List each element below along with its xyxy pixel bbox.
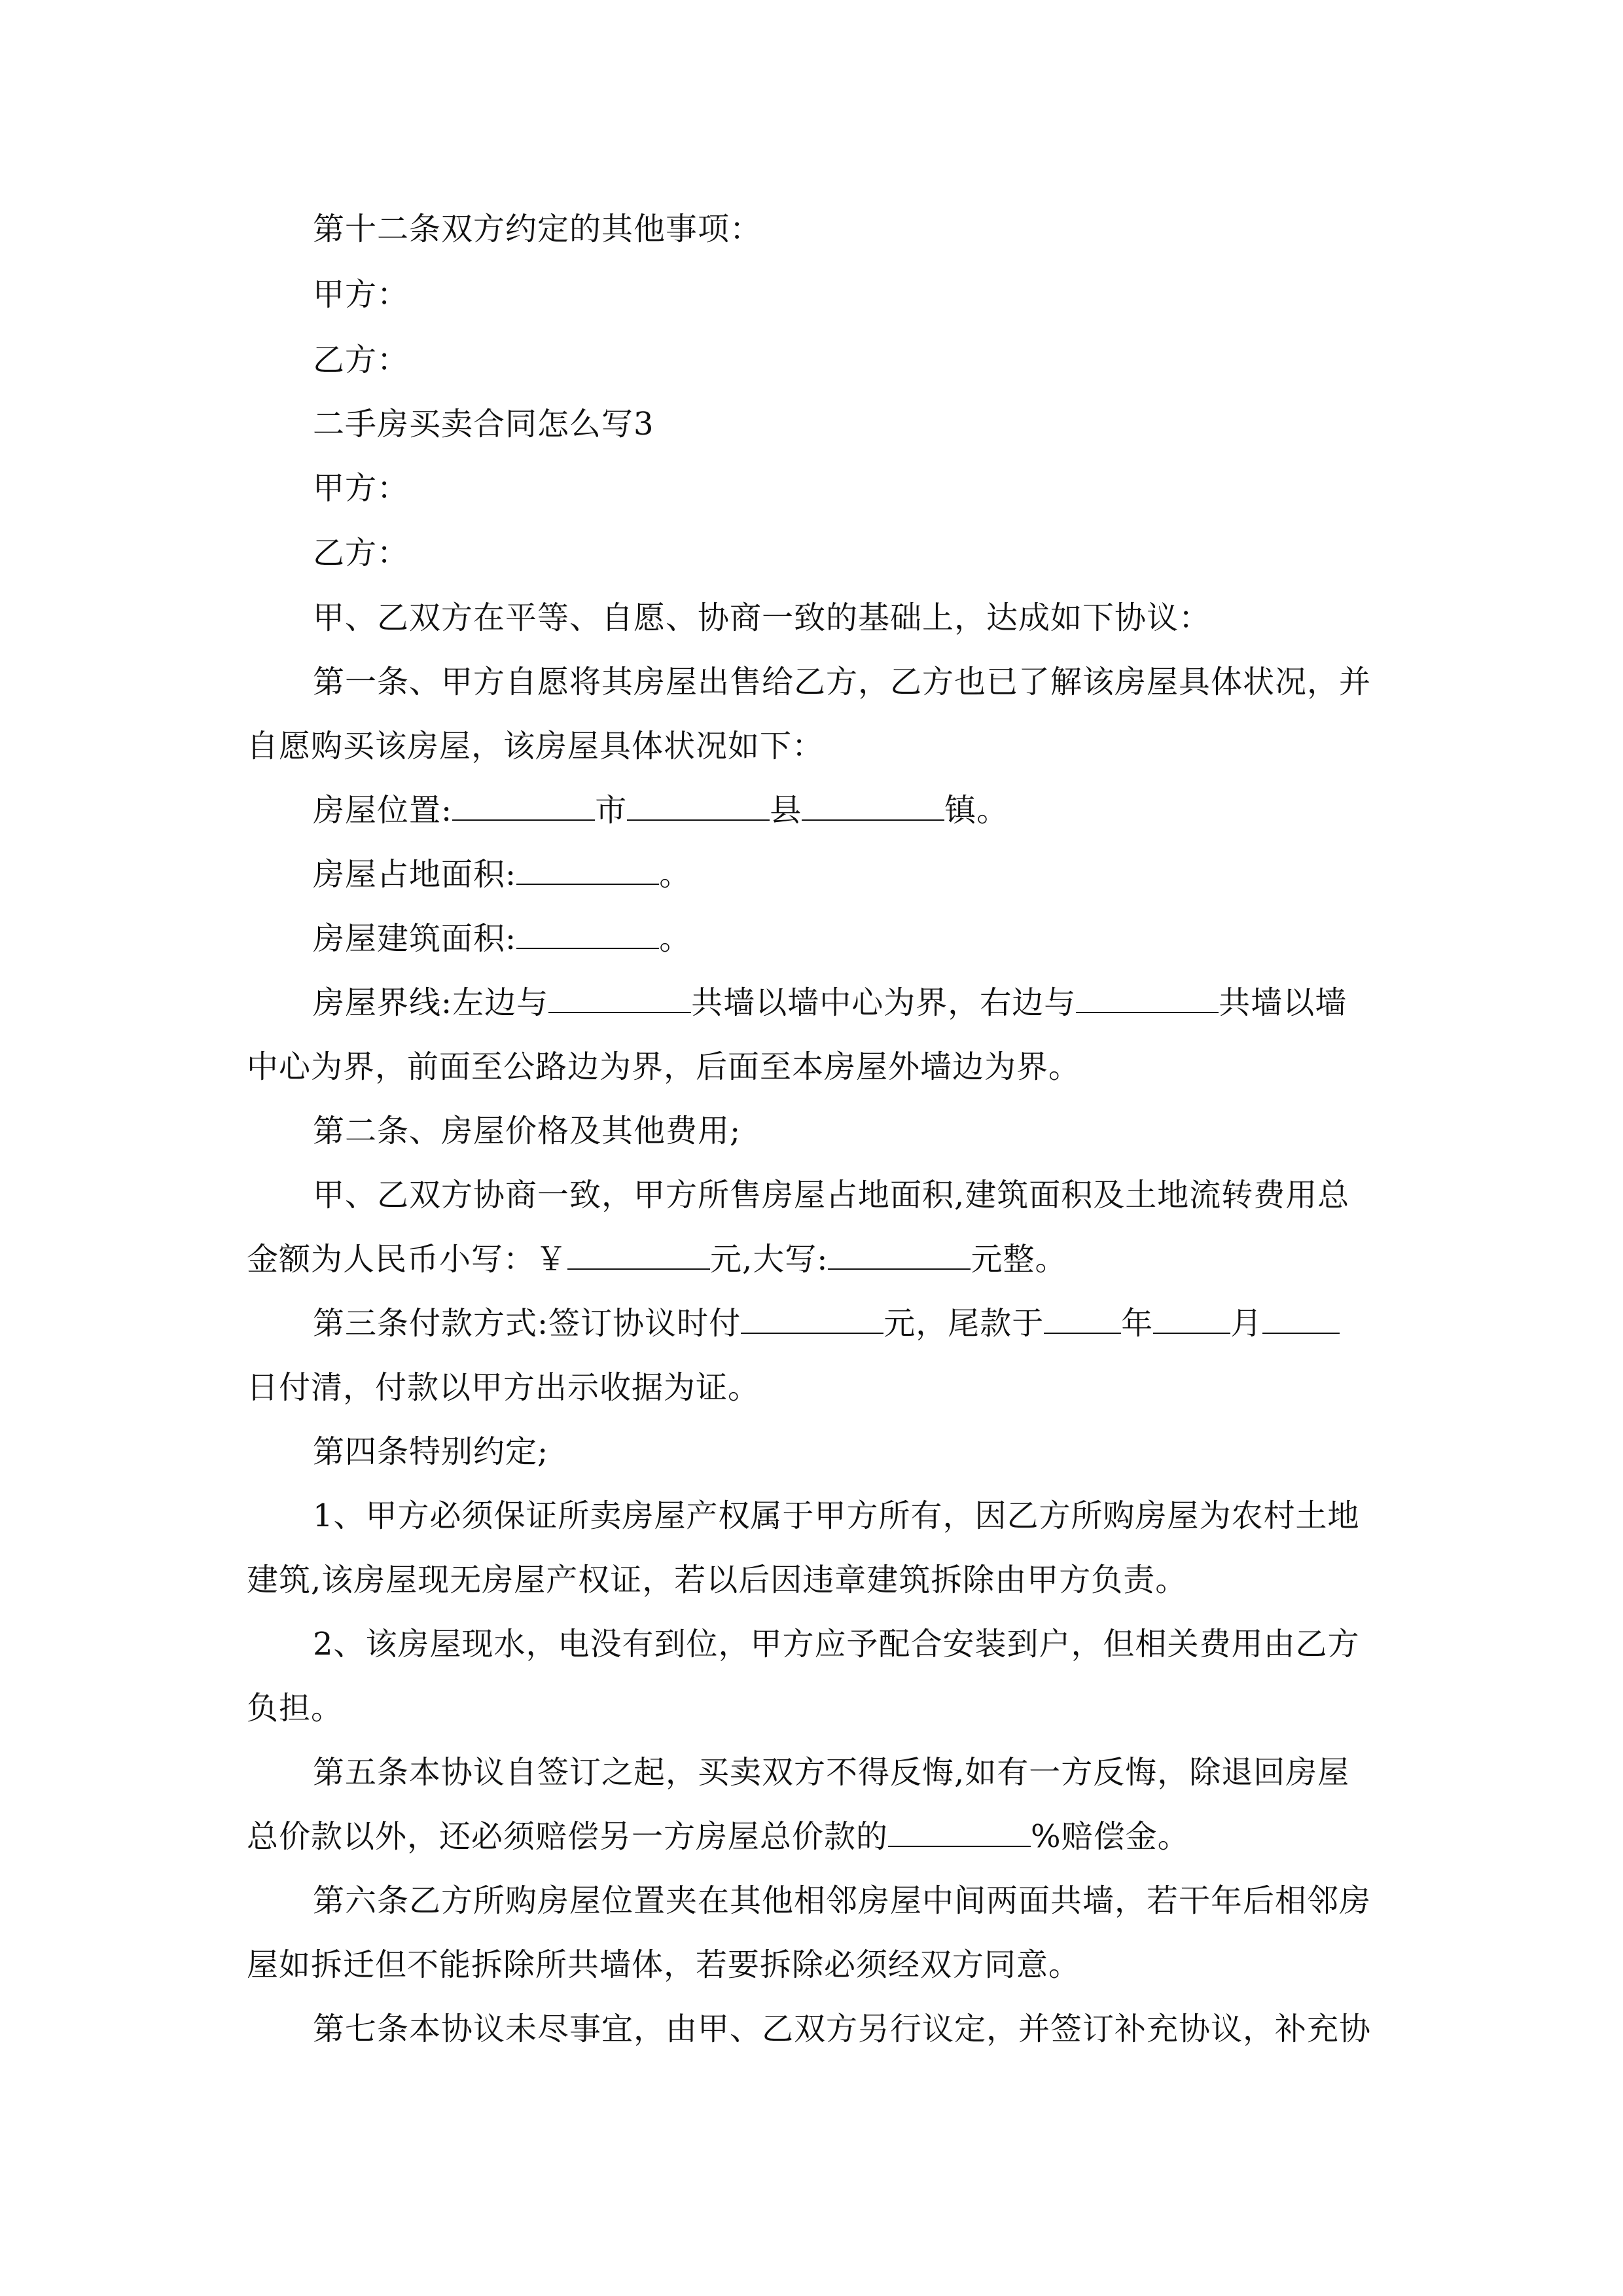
party-b-label-2: 乙方： [313,535,410,571]
town-label: 镇。 [944,792,1009,829]
building-area-line [313,919,691,958]
blank-field [1044,1304,1121,1334]
year-label: 年 [1121,1305,1154,1342]
clause-12-other-matters: 第十二条双方约定的其他事项： [313,211,762,247]
balance-label: 元，尾款于 [883,1305,1044,1342]
month-label: 月 [1230,1305,1263,1342]
boundary-label: 房屋界线:左边与 [313,984,549,1021]
blank-field [741,1304,883,1334]
period: 。 [659,856,692,893]
price-line-2 [247,1240,1067,1279]
price-lowercase-label: 金额为人民币小写：￥ [247,1241,568,1278]
clause-1-line-2: 自愿购买该房屋，该房屋具体状况如下： [247,728,825,764]
period: 。 [659,920,692,957]
house-location-label: 房屋位置: [313,792,453,829]
house-location-line [313,791,1008,830]
blank-field [828,1240,971,1270]
clause-4-title: 第四条特别约定; [313,1433,549,1470]
blank-field [516,919,659,949]
clause-6-line-2: 屋如拆迁但不能拆除所共墙体，若要拆除必须经双方同意。 [247,1946,1081,1983]
clause-2-title: 第二条、房屋价格及其他费用; [313,1113,741,1149]
blank-field [1076,983,1219,1013]
price-line-1: 甲、乙双方协商一致，甲方所售房屋占地面积,建筑面积及土地流转费用总 [313,1177,1350,1213]
land-area-label: 房屋占地面积: [313,856,517,893]
blank-field [627,791,770,821]
boundary-line-2: 中心为界，前面至公路边为界，后面至本房屋外墙边为界。 [247,1049,1081,1085]
price-uppercase-label: 元,大写: [710,1241,829,1278]
blank-field [548,983,691,1013]
building-area-label: 房屋建筑面积: [313,920,517,957]
payment-line-2: 日付清，付款以甲方出示收据为证。 [247,1369,760,1406]
boundary-mid: 共墙以墙中心为界，右边与 [691,984,1077,1021]
boundary-end: 共墙以墙 [1219,984,1347,1021]
payment-line-1 [313,1304,1340,1343]
land-area-line [313,855,691,894]
price-end: 元整。 [971,1241,1067,1278]
section-title: 二手房买卖合同怎么写3 [313,406,654,442]
clause-5-line-1: 第五条本协议自签订之起，买卖双方不得反悔,如有一方反悔，除退回房屋 [313,1754,1350,1791]
payment-label: 第三条付款方式:签订协议时付 [313,1305,741,1342]
blank-field [802,791,944,821]
clause-5-line-2 [247,1817,1190,1856]
special-1-line-2: 建筑,该房屋现无房屋产权证，若以后因违章建筑拆除由甲方负责。 [247,1562,1188,1598]
clause-7-line-1: 第七条本协议未尽事宜，由甲、乙双方另行议定，并签订补充协议，补充协 [313,2011,1372,2047]
blank-field [567,1240,710,1270]
blank-field [516,855,659,885]
party-b-label: 乙方： [313,342,410,378]
boundary-line-1 [313,983,1347,1022]
party-a-label: 甲方： [313,276,410,313]
city-label: 市 [595,792,628,829]
compensation-label: 总价款以外，还必须赔偿另一方房屋总价款的 [247,1818,889,1855]
clause-1-line-1: 第一条、甲方自愿将其房屋出售给乙方，乙方也已了解该房屋具体状况，并 [313,664,1372,700]
blank-field [1262,1304,1340,1334]
blank-field [888,1817,1031,1847]
blank-field [452,791,595,821]
special-1-line-1: 1、甲方必须保证所卖房屋产权属于甲方所有，因乙方所购房屋为农村土地 [313,1498,1360,1534]
blank-field [1153,1304,1230,1334]
county-label: 县 [770,792,802,829]
clause-6-line-1: 第六条乙方所购房屋位置夹在其他相邻房屋中间两面共墙，若干年后相邻房 [313,1882,1372,1919]
compensation-end: %赔偿金。 [1031,1818,1190,1855]
special-2-line-2: 负担。 [247,1690,344,1727]
special-2-line-1: 2、该房屋现水，电没有到位，甲方应予配合安装到户，但相关费用由乙方 [313,1626,1360,1662]
party-a-label-2: 甲方： [313,470,410,507]
agreement-preamble: 甲、乙双方在平等、自愿、协商一致的基础上，达成如下协议： [313,600,1211,636]
